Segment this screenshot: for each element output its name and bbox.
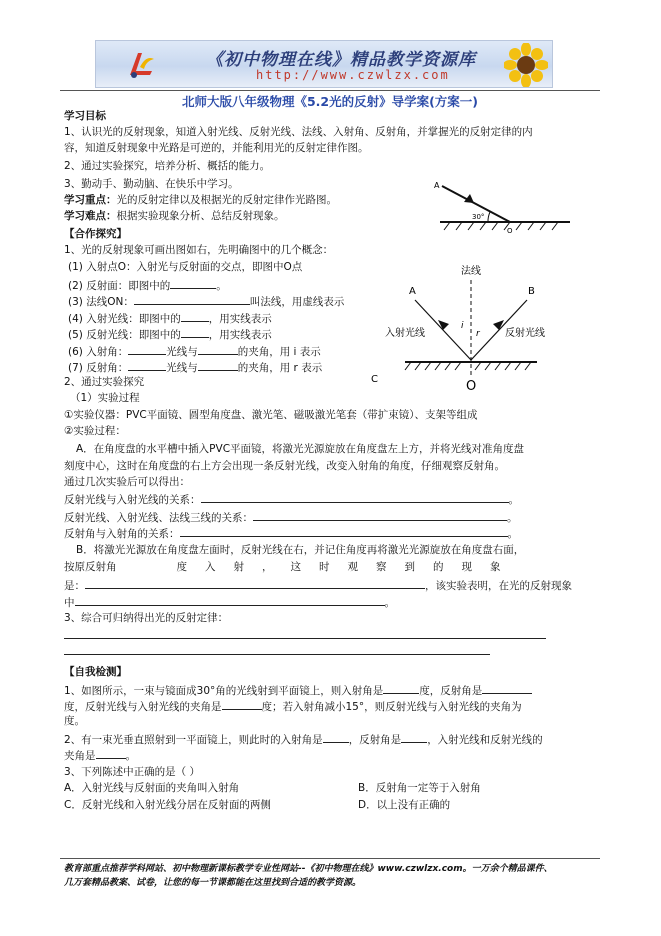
banner-url: http://www.czwlzx.com <box>256 68 450 82</box>
answer-line[interactable] <box>64 638 546 639</box>
banner-title: 《初中物理在线》精品教学资源库 <box>206 50 476 70</box>
blank-field[interactable] <box>134 292 250 305</box>
fig1-angle-label: 30° <box>472 213 485 221</box>
goal-line: 1、认识光的反射现象，知道入射光线、反射光线、法线、入射角、反射角，并掌握光的反射定律的内 <box>64 126 533 138</box>
question-line: 2、有一束光垂直照射到一平面镜上，则此时的入射角是 ，反射角是 ，入射光线和反射光线的 <box>64 730 543 748</box>
blank-field[interactable] <box>482 681 532 694</box>
difficulty-text: 根据实验现象分析、总结反射现象。 <box>116 210 285 222</box>
fig2-label-a: A <box>409 286 416 297</box>
blank-field[interactable] <box>75 593 385 606</box>
header-banner <box>95 40 553 88</box>
blank-field[interactable] <box>181 325 209 338</box>
selftest-heading: 【自我检测】 <box>64 666 127 678</box>
concept-item: (2) 反射面：即图中的 。 <box>68 276 227 294</box>
fig2-r-label: r <box>476 329 480 339</box>
process-heading: （1）实验过程 <box>70 392 140 404</box>
difficulty-label: 学习难点： <box>64 210 117 222</box>
footer-line: 教育部重点推荐学科网站、初中物理新课标教学专业性网站--《初中物理在线》www.czwlzx.com。一万余个精品课件、 <box>64 864 553 874</box>
footer-rule <box>60 858 600 859</box>
blank-field[interactable] <box>201 490 509 503</box>
blank-field[interactable] <box>128 358 166 371</box>
blank-field[interactable] <box>85 576 425 589</box>
law-line: 3、综合可归纳得出光的反射定律： <box>64 612 229 624</box>
blank-field[interactable] <box>170 276 216 289</box>
relation-line: 反射光线与入射光线的关系： 。 <box>64 490 519 508</box>
goal-line: 容，知道反射现象中光路是可逆的，并能利用光的反射定律作图。 <box>64 142 369 154</box>
fig2-incident-label: 入射光线 <box>385 328 425 339</box>
concept-item: (3) 法线ON： 叫法线，用虚线表示 <box>68 292 344 310</box>
figure-reflection-diagram <box>365 258 565 394</box>
blank-field[interactable] <box>253 508 507 521</box>
step-b-line: B．将激光光源放在角度盘左面时，反射光线在右，并记住角度再将激光光源旋放在角度盘右面， <box>76 544 525 556</box>
explore-heading: 【合作探究】 <box>64 228 127 240</box>
goal-line: 3、勤动手、勤动脑、在快乐中学习。 <box>64 178 239 190</box>
fig1-label-a: A <box>434 181 440 190</box>
reflected-arrow-icon <box>493 320 504 330</box>
question-line: 1、如图所示，一束与镜面成30°角的光线射到平面镜上，则入射角是 度，反射角是 <box>64 681 532 699</box>
fig2-normal-label: 法线 <box>461 266 481 277</box>
fig2-i-label: i <box>461 321 464 331</box>
fig2-label-c: C <box>371 374 378 385</box>
concept-item: (4) 入射光线：即图中的 ，用实线表示 <box>68 309 272 327</box>
option-d[interactable]: D．以上没有正确的 <box>358 799 451 811</box>
blank-field[interactable] <box>198 342 238 355</box>
footer-line: 几万套精品教案、试卷，让您的每一节课都能在这里找到合适的教学资源。 <box>64 878 362 888</box>
fig1-label-o: O <box>507 227 513 235</box>
blank-field[interactable] <box>323 730 349 743</box>
blank-field[interactable] <box>401 730 427 743</box>
concept-item: (6) 入射角： 光线与 的夹角，用 i 表示 <box>68 342 321 360</box>
fig2-label-o: O <box>466 379 477 394</box>
figure-ray-30deg <box>430 178 580 238</box>
step-a-line: A．在角度盘的水平槽中插入PVC平面镜，将激光光源旋放在角度盘左上方，并将光线对准角度盘 <box>76 443 525 455</box>
step-a-line: 刻度中心，这时在角度盘的右上方会出现一条反射光线，改变入射角的角度，仔细观察反射角。 <box>64 460 505 472</box>
goals-heading: 学习目标 <box>64 110 106 122</box>
document-title: 北师大版八年级物理《5.2光的反射》导学案(方案一) <box>181 94 479 109</box>
fig2-reflected-label: 反射光线 <box>505 328 545 339</box>
blank-field[interactable] <box>128 342 166 355</box>
conclude-line: 通过几次实验后可以得出： <box>64 476 190 488</box>
explore-intro: 1、光的反射现象可画出图如右，先明确图中的几个概念： <box>64 244 334 256</box>
blank-field[interactable] <box>222 697 262 710</box>
concept-item: (1) 入射点O：入射光与反射面的交点，即图中O点 <box>68 261 303 273</box>
option-c[interactable]: C．反射光线和入射光线分居在反射面的两侧 <box>64 799 271 811</box>
focus-line <box>64 192 337 208</box>
procedure-heading: ②实验过程： <box>64 425 126 437</box>
concept-item: (7) 反射角： 光线与 的夹角，用 r 表示 <box>68 358 322 376</box>
blank-field[interactable] <box>383 681 419 694</box>
blank-field[interactable] <box>198 358 238 371</box>
sunflower-icon <box>504 43 548 87</box>
answer-line[interactable] <box>64 654 490 655</box>
apparatus-line: ①实验仪器：PVC平面镜、圆型角度盘、激光笔、磁吸激光笔套（带扩束镜）、支架等组成 <box>64 409 478 421</box>
option-a[interactable]: A．入射光线与反射面的夹角叫入射角 <box>64 782 240 794</box>
focus-label: 学习重点： <box>64 194 117 206</box>
question-line: 度，反射光线与入射光线的夹角是 度；若入射角减小15°，则反射光线与入射光线的夹角为 <box>64 697 522 715</box>
option-b[interactable]: B．反射角一定等于入射角 <box>358 782 481 794</box>
difficulty-line <box>64 208 285 224</box>
footer <box>64 862 553 890</box>
step-b-line: 是： ，该实验表明，在光的反射现象 <box>64 576 572 594</box>
site-logo-icon <box>126 49 156 79</box>
blank-field[interactable] <box>181 309 209 322</box>
focus-text: 光的反射定律以及根据光的反射定律作光路图。 <box>116 194 337 206</box>
blank-field[interactable] <box>180 524 508 537</box>
question-line: 夹角是 。 <box>64 746 136 764</box>
relation-line: 反射光线、入射光线、法线三线的关系： 。 <box>64 508 518 526</box>
step-b-line: 中 。 <box>64 593 395 611</box>
goal-line: 2、通过实验探究，培养分析、概括的能力。 <box>64 160 271 172</box>
part2-heading: 2、通过实验探究 <box>64 376 145 388</box>
step-b-line: 按原反射角 度入射，这时观察到的现象 <box>64 561 519 573</box>
question-line: 3、下列陈述中正确的是（ ） <box>64 766 201 778</box>
fig2-label-b: B <box>528 286 535 297</box>
header-rule <box>60 90 600 91</box>
incident-arrow-icon <box>438 320 449 330</box>
question-line: 度。 <box>64 715 85 727</box>
concept-item: (5) 反射光线：即图中的 ，用实线表示 <box>68 325 272 343</box>
blank-field[interactable] <box>96 746 126 759</box>
relation-line: 反射角与入射角的关系： 。 <box>64 524 518 542</box>
